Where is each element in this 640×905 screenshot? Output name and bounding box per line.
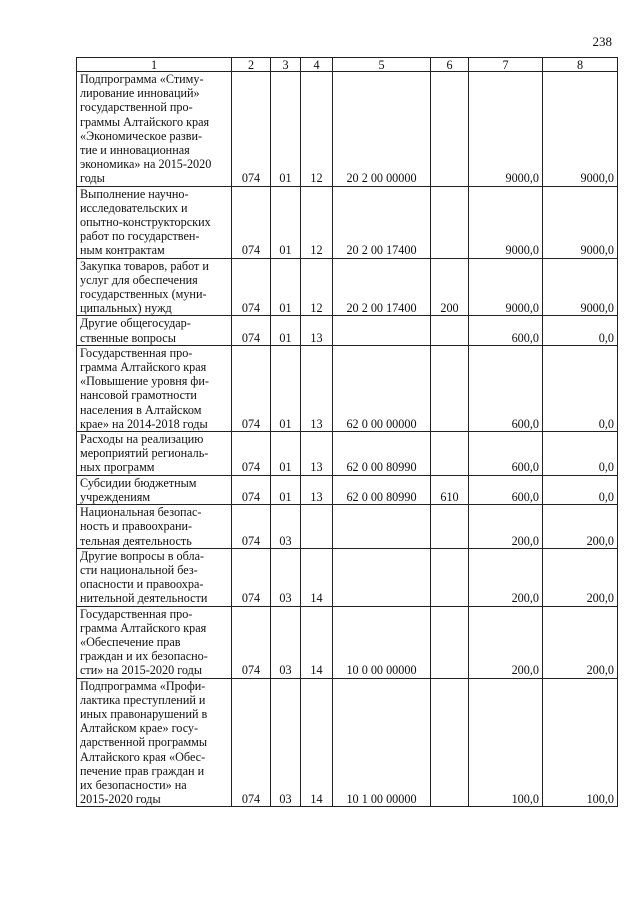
- cell-item-name: [77, 606, 232, 678]
- item-name-line: грамма Алтайского края: [80, 620, 207, 635]
- item-name-line: Субсидии бюджетным: [80, 475, 197, 490]
- item-name-line: опасности и правоохра-: [80, 577, 204, 592]
- cell-subsection: [301, 505, 333, 549]
- table-row: [77, 475, 618, 504]
- cell-section: 01: [271, 432, 301, 476]
- item-name-line: тельная деятельность: [80, 533, 192, 548]
- item-name-line: Расходы на реализацию: [80, 432, 204, 447]
- cell-item-name: [77, 548, 232, 606]
- item-name-line: государственных (муни-: [80, 287, 207, 302]
- cell-section: 01: [271, 475, 301, 504]
- budget-table: [76, 57, 618, 807]
- item-name-line: Закупка товаров, работ и: [80, 258, 209, 273]
- table-row: [77, 505, 618, 549]
- cell-ved: 074: [232, 432, 271, 476]
- cell-item-name: [77, 432, 232, 476]
- item-name-line: Алтайского края «Обес-: [80, 749, 206, 764]
- table-row: [77, 258, 618, 316]
- cell-ved: 074: [232, 505, 271, 549]
- cell-target-item: 62 0 00 00000: [333, 345, 431, 431]
- item-name-line: государственной про-: [80, 100, 193, 115]
- page-number: 238: [592, 34, 612, 49]
- item-name-line: нансовой грамотности: [80, 388, 197, 403]
- cell-section: 01: [271, 345, 301, 431]
- cell-item-name: [77, 505, 232, 549]
- cell-section: 03: [271, 505, 301, 549]
- item-name-line: лирование инноваций»: [80, 86, 200, 101]
- item-name-line: населения в Алтайском: [80, 402, 202, 417]
- cell-target-item: 10 0 00 00000: [333, 606, 431, 678]
- cell-subsection: 14: [301, 606, 333, 678]
- item-name-line: «Повышение уровня фи-: [80, 374, 209, 389]
- item-name-line: Национальная безопас-: [80, 505, 202, 520]
- item-name-line: мероприятий региональ-: [80, 446, 209, 461]
- cell-expense-type: [431, 186, 469, 258]
- cell-target-item: [333, 316, 431, 345]
- item-name-line: «Обеспечение прав: [80, 634, 181, 649]
- cell-amount-col7: 200,0: [469, 548, 543, 606]
- item-name-line: «Экономическое разви-: [80, 128, 203, 143]
- column-header: 8: [543, 58, 618, 72]
- cell-item-name: [77, 316, 232, 345]
- cell-amount-col7: 600,0: [469, 345, 543, 431]
- cell-ved: 074: [232, 186, 271, 258]
- cell-ved: 074: [232, 345, 271, 431]
- cell-amount-col8: 200,0: [543, 606, 618, 678]
- item-name-line: грамма Алтайского края: [80, 360, 207, 375]
- column-header: 7: [469, 58, 543, 72]
- cell-ved: 074: [232, 548, 271, 606]
- cell-expense-type: [431, 606, 469, 678]
- item-name-line: иных правонарушений в: [80, 706, 208, 721]
- item-name-line: нительной деятельности: [80, 591, 208, 606]
- table-row: [77, 72, 618, 187]
- item-name-line: Другие вопросы в обла-: [80, 548, 205, 563]
- table-row: [77, 432, 618, 476]
- table-row: [77, 316, 618, 345]
- cell-amount-col7: 600,0: [469, 316, 543, 345]
- item-name-line: лактика преступлений и: [80, 692, 206, 707]
- item-name-line: граммы Алтайского края: [80, 114, 210, 129]
- cell-section: 03: [271, 678, 301, 807]
- item-name-line: экономика» на 2015-2020: [80, 157, 212, 172]
- cell-item-name: [77, 186, 232, 258]
- item-name-line: ственные вопросы: [80, 330, 176, 345]
- item-name-line: опытно-конструкторских: [80, 215, 211, 230]
- cell-subsection: 13: [301, 432, 333, 476]
- cell-amount-col7: 600,0: [469, 475, 543, 504]
- cell-subsection: 12: [301, 72, 333, 187]
- cell-expense-type: [431, 505, 469, 549]
- cell-expense-type: [431, 678, 469, 807]
- cell-expense-type: [431, 432, 469, 476]
- table-row: [77, 345, 618, 431]
- cell-amount-col8: 9000,0: [543, 186, 618, 258]
- item-name-line: крае» на 2014-2018 годы: [80, 416, 208, 431]
- cell-ved: 074: [232, 678, 271, 807]
- item-name-line: Подпрограмма «Стиму-: [80, 72, 204, 86]
- cell-section: 03: [271, 548, 301, 606]
- cell-ved: 074: [232, 475, 271, 504]
- cell-amount-col8: 200,0: [543, 548, 618, 606]
- item-name-line: ципальных) нужд: [80, 301, 172, 316]
- cell-expense-type: [431, 72, 469, 187]
- cell-section: 01: [271, 316, 301, 345]
- cell-item-name: [77, 258, 232, 316]
- item-name-line: ных программ: [80, 460, 155, 475]
- cell-amount-col7: 200,0: [469, 606, 543, 678]
- item-name-line: Государственная про-: [80, 345, 193, 360]
- cell-expense-type: 200: [431, 258, 469, 316]
- cell-ved: 074: [232, 606, 271, 678]
- cell-amount-col8: 9000,0: [543, 72, 618, 187]
- cell-amount-col8: 9000,0: [543, 258, 618, 316]
- cell-amount-col7: 100,0: [469, 678, 543, 807]
- item-name-line: дарственной программы: [80, 735, 208, 750]
- cell-expense-type: [431, 548, 469, 606]
- item-name-line: граждан и их безопасно-: [80, 649, 208, 664]
- cell-target-item: 20 2 00 17400: [333, 258, 431, 316]
- table-row: [77, 548, 618, 606]
- cell-amount-col8: 200,0: [543, 505, 618, 549]
- item-name-line: годы: [80, 171, 105, 186]
- cell-ved: 074: [232, 72, 271, 187]
- cell-section: 01: [271, 72, 301, 187]
- item-name-line: сти национальной без-: [80, 562, 198, 577]
- cell-item-name: [77, 345, 232, 431]
- cell-expense-type: 610: [431, 475, 469, 504]
- cell-amount-col8: 100,0: [543, 678, 618, 807]
- cell-ved: 074: [232, 316, 271, 345]
- item-name-line: тие и инновационная: [80, 143, 190, 158]
- item-name-line: печение прав граждан и: [80, 763, 205, 778]
- cell-amount-col7: 9000,0: [469, 72, 543, 187]
- item-name-line: их безопасности» на: [80, 777, 187, 792]
- cell-target-item: 20 2 00 00000: [333, 72, 431, 187]
- table-body: [77, 72, 618, 807]
- column-header: 5: [333, 58, 431, 72]
- cell-target-item: 20 2 00 17400: [333, 186, 431, 258]
- cell-amount-col8: 0,0: [543, 432, 618, 476]
- item-name-line: 2015-2020 годы: [80, 792, 161, 807]
- column-header: 6: [431, 58, 469, 72]
- cell-section: 03: [271, 606, 301, 678]
- item-name-line: исследовательских и: [80, 200, 188, 215]
- cell-expense-type: [431, 345, 469, 431]
- cell-subsection: 13: [301, 345, 333, 431]
- item-name-line: Другие общегосудар-: [80, 316, 191, 331]
- item-name-line: Выполнение научно-: [80, 186, 189, 201]
- cell-amount-col7: 600,0: [469, 432, 543, 476]
- cell-subsection: 13: [301, 316, 333, 345]
- column-header: 4: [301, 58, 333, 72]
- cell-ved: 074: [232, 258, 271, 316]
- cell-amount-col7: 9000,0: [469, 186, 543, 258]
- item-name-line: услуг для обеспечения: [80, 272, 198, 287]
- cell-target-item: 62 0 00 80990: [333, 432, 431, 476]
- header-row: [77, 58, 618, 72]
- cell-item-name: [77, 475, 232, 504]
- item-name-line: Государственная про-: [80, 606, 193, 621]
- item-name-line: Подпрограмма «Профи-: [80, 678, 206, 693]
- item-name-line: ным контрактам: [80, 243, 165, 258]
- cell-expense-type: [431, 316, 469, 345]
- cell-subsection: 13: [301, 475, 333, 504]
- cell-amount-col8: 0,0: [543, 475, 618, 504]
- column-header: 3: [271, 58, 301, 72]
- cell-target-item: 62 0 00 80990: [333, 475, 431, 504]
- item-name-line: учреждениям: [80, 489, 151, 504]
- cell-amount-col8: 0,0: [543, 345, 618, 431]
- item-name-line: сти» на 2015-2020 годы: [80, 663, 203, 678]
- cell-item-name: [77, 678, 232, 807]
- item-name-line: ность и правоохрани-: [80, 519, 193, 534]
- cell-subsection: 14: [301, 678, 333, 807]
- cell-section: 01: [271, 186, 301, 258]
- cell-item-name: [77, 72, 232, 187]
- cell-subsection: 12: [301, 186, 333, 258]
- column-header: 2: [232, 58, 271, 72]
- cell-amount-col7: 200,0: [469, 505, 543, 549]
- table-row: [77, 678, 618, 807]
- item-name-line: работ по государствен-: [80, 229, 200, 244]
- table-row: [77, 606, 618, 678]
- cell-subsection: 14: [301, 548, 333, 606]
- cell-amount-col8: 0,0: [543, 316, 618, 345]
- cell-section: 01: [271, 258, 301, 316]
- column-header: 1: [77, 58, 232, 72]
- item-name-line: Алтайском крае» госу-: [80, 721, 199, 736]
- cell-target-item: [333, 548, 431, 606]
- cell-subsection: 12: [301, 258, 333, 316]
- cell-target-item: 10 1 00 00000: [333, 678, 431, 807]
- table-row: [77, 186, 618, 258]
- cell-target-item: [333, 505, 431, 549]
- cell-amount-col7: 9000,0: [469, 258, 543, 316]
